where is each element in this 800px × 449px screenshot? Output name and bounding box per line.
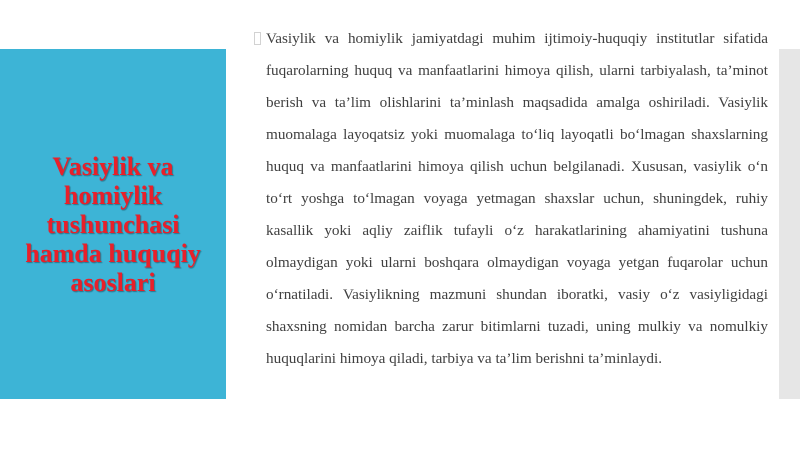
bullet-marker-icon (254, 32, 261, 45)
right-decorative-strip (779, 49, 800, 399)
body-content (254, 23, 768, 375)
body-paragraph: Vasiylik va homiylik jamiyatdagi muhim ijtimoiy-huquqiy institutlar sifatida fuqarolarning huquq va manfaatlarini himoya qilish, ularni tarbiyalash, ta’minot berish va ta’lim olishlarini ta’minlash maqsadida amalga oshiriladi. Vasiylik muomalaga layoqatsiz yoki muomalaga to‘liq layoqatli bo‘lmagan shaxslarning huquq va manfaatlarini himoya qilish uchun belgilanadi. Xususan, vasiylik o‘n to‘rt yoshga to‘lmagan voyaga yetmagan shaxslar uchun, shuningdek, ruhiy kasallik yoki aqliy zaiflik tufayli o‘z harakatlarining ahamiyatini tushuna olmaydigan yoki ularni boshqara olmaydigan voyaga yetgan fuqarolar uchun o‘rnatiladi. Vasiylikning mazmuni shundan iboratki, vasiy o‘z vasiyligidagi shaxsning nomidan barcha zarur bitimlarni tuzadi, uning mulkiy va nomulkiy huquqlarini himoya qiladi, tarbiya va ta’lim berishni ta’minlaydi. (266, 30, 768, 367)
slide-title: Vasiylik va homiylik tushunchasi hamda huquqiy asoslari (25, 151, 201, 297)
title-panel (0, 49, 226, 399)
